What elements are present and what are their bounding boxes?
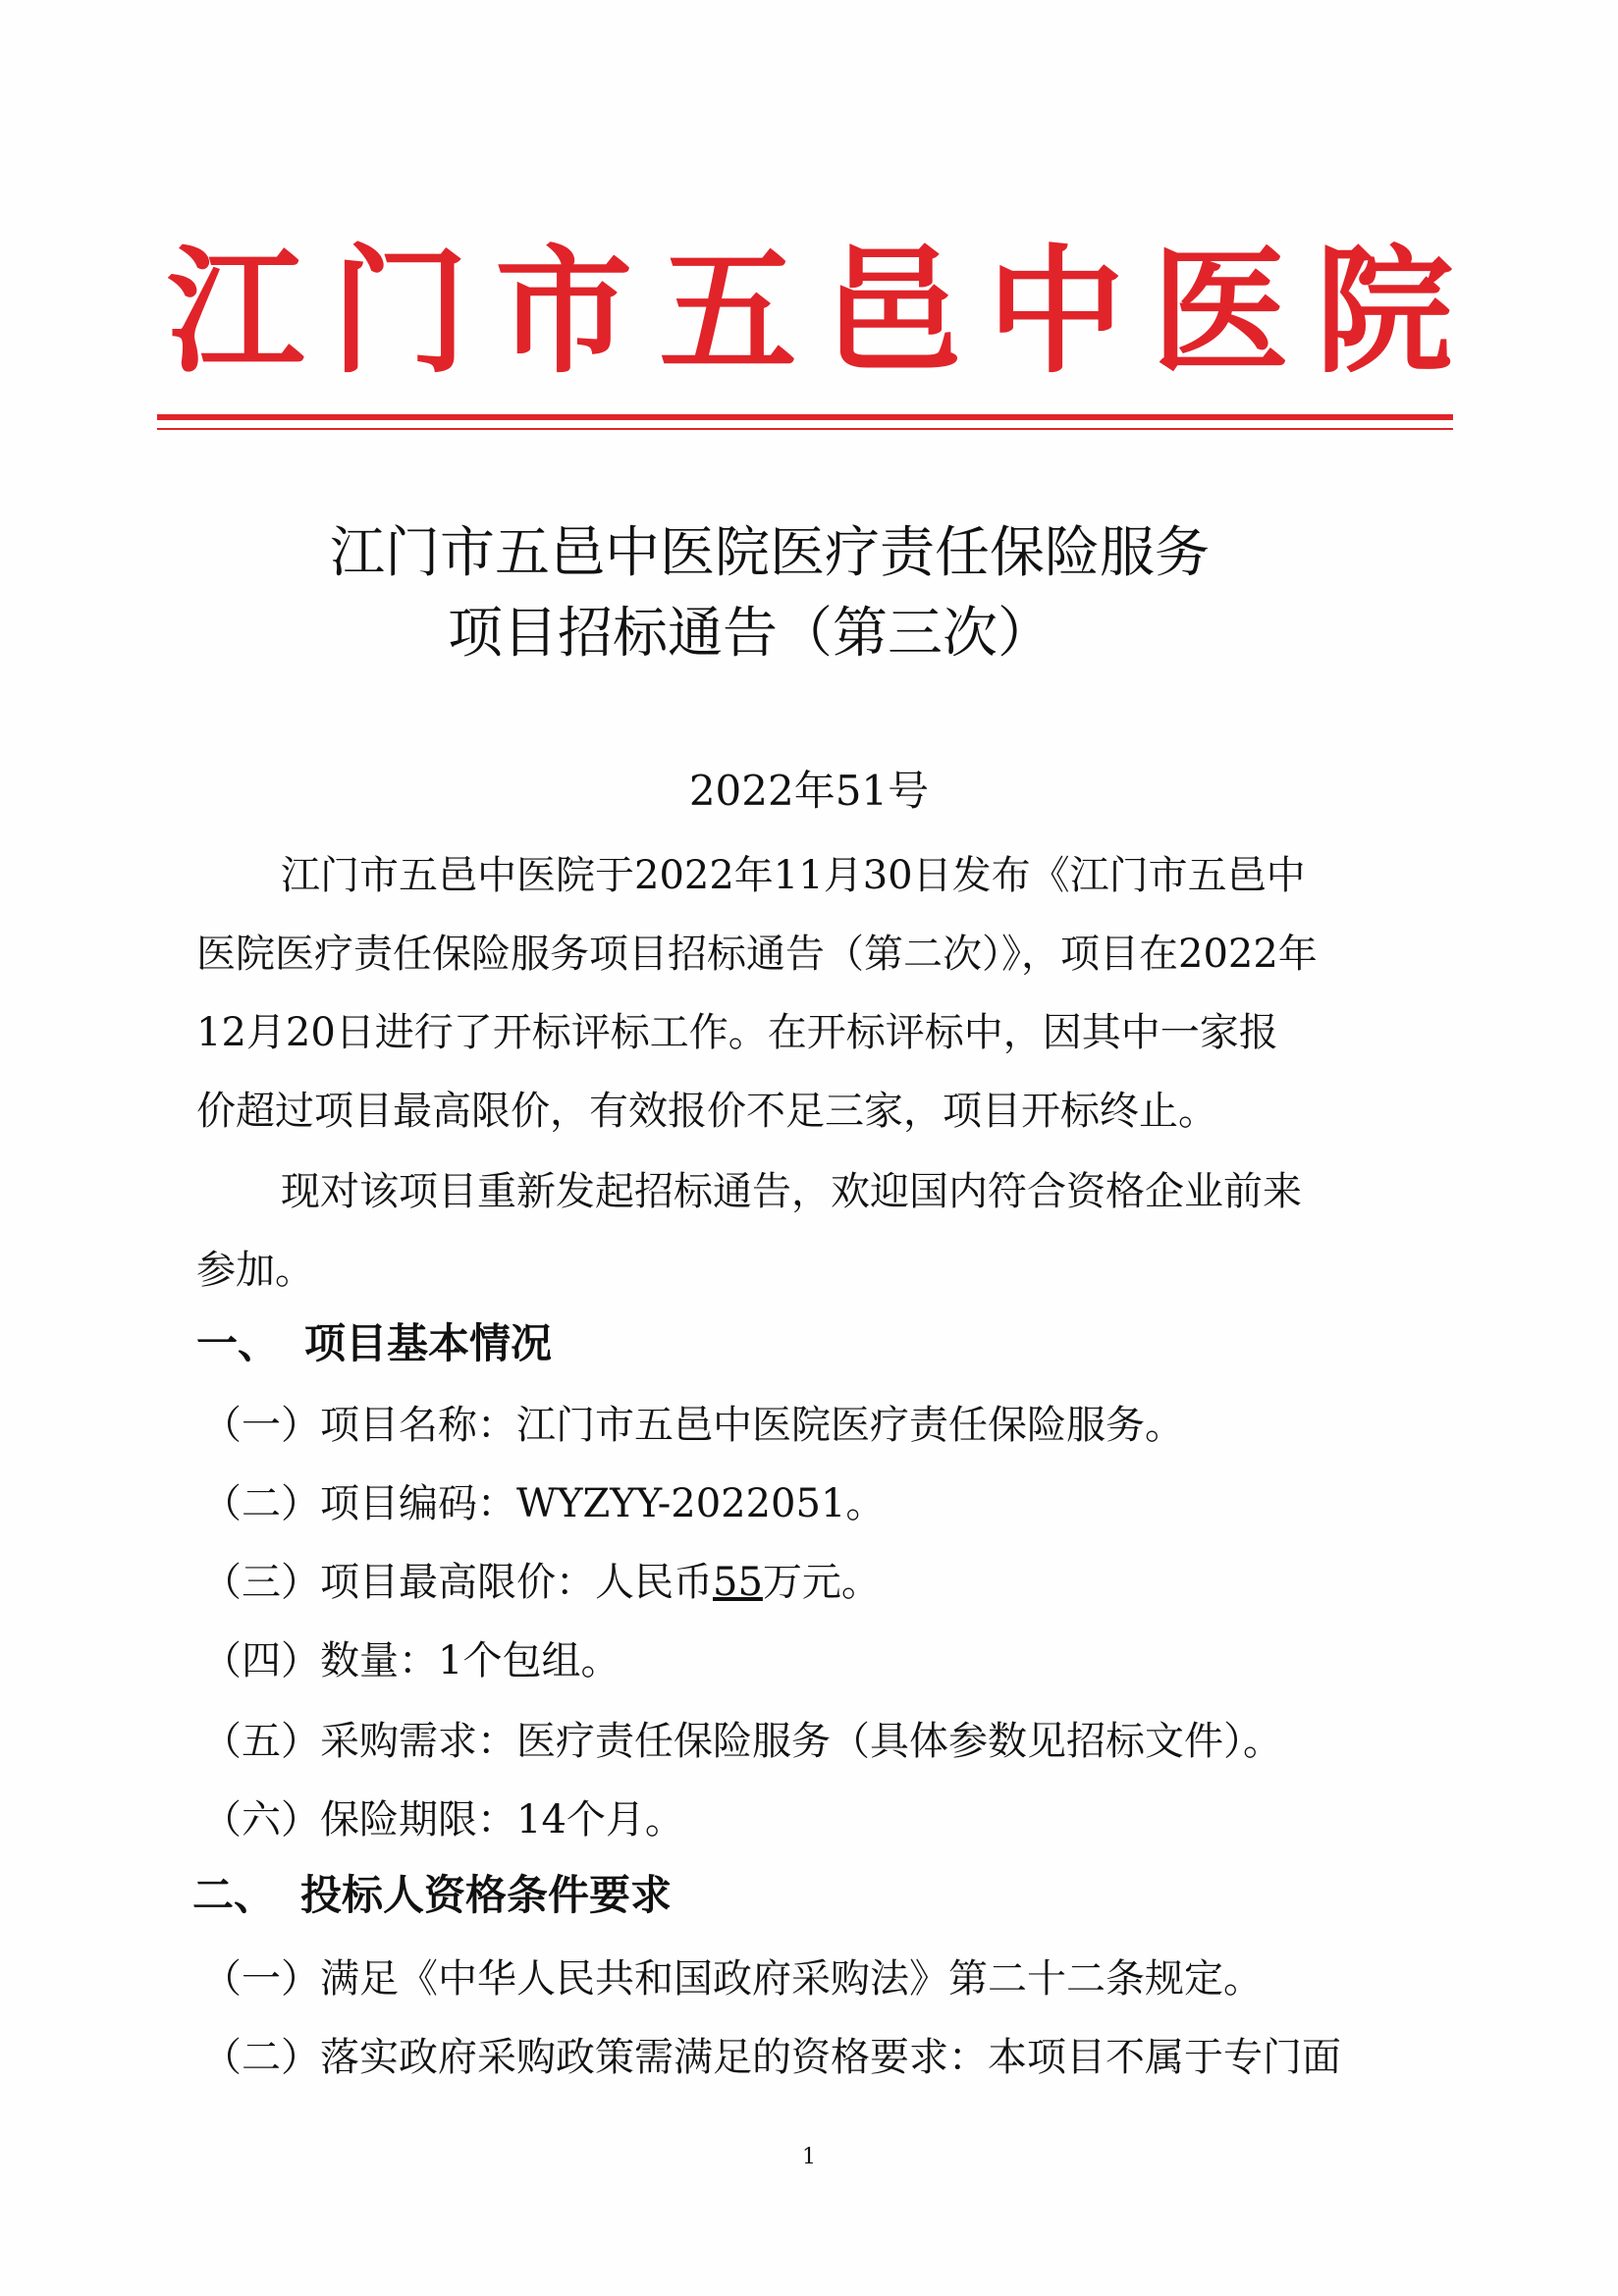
intro-line: 医院医疗责任保险服务项目招标通告（第二次）》，项目在2022年 bbox=[196, 932, 1318, 977]
intro-line: 参加。 bbox=[196, 1248, 314, 1293]
price-unit: 万元。 bbox=[762, 1560, 881, 1605]
qualification-item: （一）满足《中华人民共和国政府采购法》第二十二条规定。 bbox=[202, 1956, 1263, 2002]
section-heading-bidder-qualification bbox=[192, 1871, 673, 1919]
project-price-item bbox=[202, 1560, 881, 1605]
section-number: 二、 bbox=[192, 1871, 276, 1919]
masthead-char: 院 bbox=[1315, 232, 1453, 393]
project-code-item: （二）项目编码：WYZYY-2022051。 bbox=[202, 1481, 886, 1526]
intro-line: 12月20日进行了开标评标工作。在开标评标中，因其中一家报 bbox=[196, 1010, 1278, 1055]
masthead bbox=[167, 234, 1453, 391]
masthead-divider-thick bbox=[157, 414, 1453, 420]
masthead-char: 五 bbox=[659, 232, 797, 393]
project-name-item: （一）项目名称：江门市五邑中医院医疗责任保险服务。 bbox=[202, 1403, 1184, 1448]
price-label: （三）项目最高限价：人民币 bbox=[202, 1560, 713, 1605]
masthead-char: 江 bbox=[167, 232, 305, 393]
page-number: 1 bbox=[802, 2145, 816, 2169]
insurance-period-item: （六）保险期限：14个月。 bbox=[202, 1797, 684, 1842]
section-heading-basic-info bbox=[196, 1319, 553, 1367]
document-number: 2022年51号 bbox=[688, 767, 930, 815]
project-requirement-item: （五）采购需求：医疗责任保险服务（具体参数见招标文件）。 bbox=[202, 1719, 1282, 1764]
intro-line: 江门市五邑中医院于2022年11月30日发布《江门市五邑中 bbox=[281, 853, 1306, 898]
intro-line: 现对该项目重新发起招标通告，欢迎国内符合资格企业前来 bbox=[281, 1169, 1302, 1214]
intro-line: 价超过项目最高限价，有效报价不足三家，项目开标终止。 bbox=[196, 1089, 1217, 1134]
masthead-char: 中 bbox=[987, 232, 1125, 393]
project-quantity-item: （四）数量：1个包组。 bbox=[202, 1638, 620, 1683]
section-title: 投标人资格条件要求 bbox=[300, 1871, 673, 1919]
masthead-char: 门 bbox=[331, 232, 469, 393]
masthead-char: 医 bbox=[1151, 232, 1289, 393]
masthead-char: 邑 bbox=[823, 232, 961, 393]
document-title-line2: 项目招标通告（第三次） bbox=[448, 602, 1052, 666]
masthead-char: 市 bbox=[495, 232, 633, 393]
masthead-divider-thin bbox=[157, 428, 1453, 430]
price-value: 55 bbox=[713, 1560, 763, 1605]
section-number: 一、 bbox=[196, 1319, 280, 1367]
document-title-line1: 江门市五邑中医院医疗责任保险服务 bbox=[330, 521, 1210, 585]
section-title: 项目基本情况 bbox=[304, 1319, 553, 1367]
qualification-item: （二）落实政府采购政策需满足的资格要求：本项目不属于专门面 bbox=[202, 2035, 1341, 2080]
